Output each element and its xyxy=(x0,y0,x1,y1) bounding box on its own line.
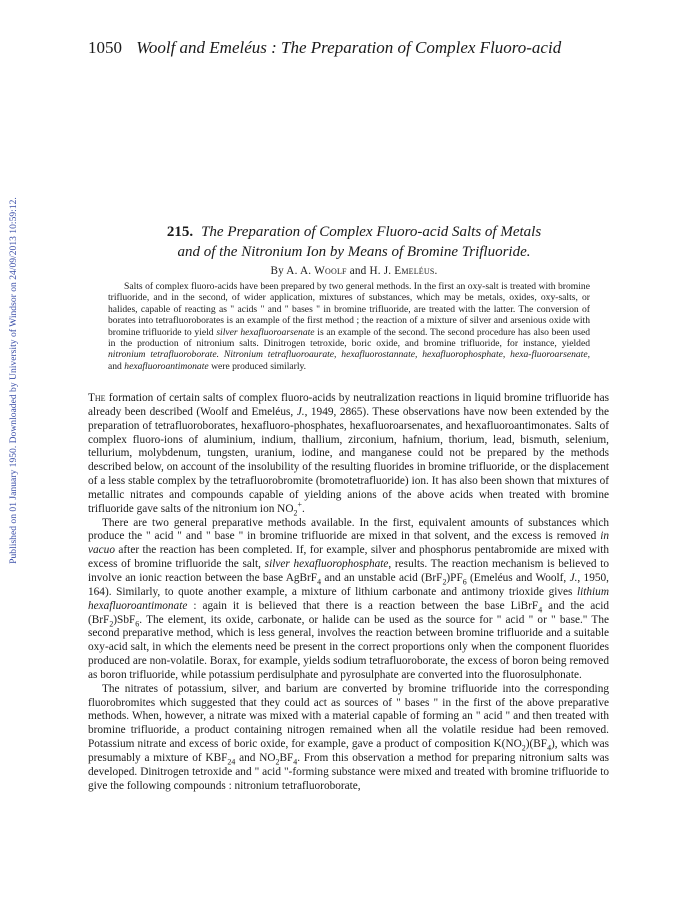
subscript: 2 xyxy=(521,743,526,753)
article-number: 215. xyxy=(166,224,194,240)
body-text: The nitrates of potassium, silver, and barium are converted by bromine trifluoride into the corresponding fluorobromites which suggested that they could act as sources of " bases " in the first of the above preparative methods. When, however, a nitrate was mixed with a material capable of forming an " acid " and then treated with bromine trifluoride, a product containing nitrogen remained when all the volatile residue had been removed. Potassium nitrate and excess of boric oxide, for example, gave a product of composition K(NO xyxy=(88,682,609,751)
abstract xyxy=(108,281,590,372)
body-text: , results. The reaction mechanism is believed to involve an ionic reaction between the base AgBrF xyxy=(88,558,609,584)
body-text: and NO xyxy=(239,751,276,764)
title-line-1 xyxy=(84,222,624,242)
body-text: There are two general preparative methods available. In the first, equivalent amounts of substances which produce the " acid " and " base " in bromine trifluoride are mixed in that solvent, and the excess is removed xyxy=(88,516,609,543)
italic-term: lithium hexafluoroantimonate xyxy=(88,585,609,612)
body-text: )(BF xyxy=(525,738,548,751)
author-1: Woolf xyxy=(314,265,347,277)
subscript: 2 xyxy=(293,508,298,517)
subscript: 4 xyxy=(293,757,298,767)
body-text: BF xyxy=(279,751,294,764)
subscript: 4 xyxy=(317,577,322,587)
subscript: 2 xyxy=(442,577,447,587)
body-text: : again it is believed that there is a reaction between the base LiBrF xyxy=(193,599,539,612)
subscript: 4 xyxy=(547,743,552,753)
byline-and: and H. J. xyxy=(349,265,392,277)
byline xyxy=(84,265,624,277)
title-line-2: and of the Nitronium Ion by Means of Bromine Trifluoride. xyxy=(177,244,531,260)
body-text: and the acid (BrF xyxy=(88,599,610,626)
byline-by: By A. A. xyxy=(270,265,312,277)
running-header xyxy=(88,38,608,58)
abstract-text: Salts of complex fluoro-acids have been prepared by two general methods. In the first an oxy-salt is treated with bromine trifluoride, and in the second, of wider application, mixtures of substances, which may be metals, oxides, oxy-salts, or halides, capable of reacting as " acids " and " bases " in bromine trifluoride, are treated with the latter. The conversion of borates into tetrafluoroborates is an example of the first method ; the reaction of a mixture of silver and arsenious oxide with bromine trifluoride to yield xyxy=(108,281,590,338)
body-text: , 1950, 164). Similarly, to quote another example, a mixture of lithium carbonate and antimony trioxide gives xyxy=(88,571,609,598)
article-title xyxy=(84,222,624,262)
journal-abbrev: J. xyxy=(569,571,578,584)
italic-term: in vacuo xyxy=(88,530,609,557)
body-text: , 1949, 2865). These observations have now been extended by the preparation of tetrafluoroborates, hexafluoro-phosphates, hexafluoroarsenates, and hexafluoroantimonates. Salts of complex fluoro-ions of aluminium, indium, thallium, zirconium, hafnium, thorium, lead, bismuth, selenium, tellurium, molybdenum, tungsten, uranium, iodine, and manganese could not be prepared by the methods described below, on account of the insolubility of the resulting fluorides in bromine trifluoride, or the displacement of a less stable complex by the tetrafluorobromite (bromotetrafluoride) ion. It has also been shown that mixtures of metallic nitrates and compounds capable of yielding anions of the above acids when treated with bromine trifluoride gave salts of the nitronium ion NO xyxy=(88,405,610,515)
journal-abbrev: J. xyxy=(296,405,305,418)
abstract-italic: silver hexafluoroarsenate xyxy=(216,326,315,338)
body-text: )SbF xyxy=(113,613,136,626)
italic-term: silver hexafluorophosphate xyxy=(264,558,389,571)
running-title: Woolf and Emeléus : The Preparation of Complex Fluoro-acid xyxy=(136,38,562,57)
body-text: . The element, its oxide, carbonate, or halide can be used as the source for " acid " or " base." The second preparative method, which is less general, involves the reaction between bromine trifluoride and a suitable oxy-acid salt, in which the elements need be present in the correct proportions only when the component fluorides produced are non-volatile. Borax, for example, yields sodium tetrafluoroborate, the excess of boron being removed as boron trifluoride, while potassium perdisulphate and pyrosulphate are converted into the fluorosulphonate. xyxy=(88,613,609,681)
download-notice xyxy=(3,150,23,610)
body-text: after the reaction has been completed. If, for example, silver and phosphorus pentabromide are mixed with excess of bromine trifluoride the salt, xyxy=(88,544,610,571)
title-text-1: The Preparation of Complex Fluoro-acid Salts of Metals xyxy=(201,224,542,240)
body-text: and an unstable acid (BrF xyxy=(324,571,443,584)
article-body xyxy=(88,392,609,793)
lead-word: The xyxy=(88,392,106,404)
subscript: 2 xyxy=(227,757,232,767)
author-2: Emeléus. xyxy=(394,265,438,277)
superscript: + xyxy=(297,499,302,509)
abstract-text: is an example of the second. The second procedure has also been used in the production of nitronium salts. Dinitrogen tetroxide, boric oxide, and bromine trifluoride, for instance, yielded xyxy=(108,326,590,350)
body-paragraph-1 xyxy=(88,392,609,517)
page-number: 1050 xyxy=(88,38,122,57)
body-text: )PF xyxy=(446,571,463,584)
subscript: 4 xyxy=(231,757,236,767)
subscript: 2 xyxy=(109,618,114,628)
body-text: ), which was presumably a mixture of KBF xyxy=(88,738,609,764)
subscript: 6 xyxy=(462,577,467,587)
body-paragraph-3 xyxy=(88,683,609,794)
abstract-italic: nitronium tetrafluoroborate. Nitronium tetrafluoroaurate, hexafluorostannate, hexafluorophosphate, hexa-fluoroarsenate, xyxy=(108,349,590,361)
body-text: . From this observation a method for preparing nitronium salts was developed. Dinitrogen tetroxide and " acid "-forming substance were mixed and treated with bromine trifluoride to give the following compounds : nitronium tetrafluoroborate, xyxy=(88,751,610,792)
body-paragraph-2 xyxy=(88,517,609,683)
subscript: 4 xyxy=(538,604,543,614)
download-notice-text: Published on 01 January 1950. Downloaded by University of Windsor on 24/09/2013 10:59:12. xyxy=(7,196,19,564)
abstract-text: and xyxy=(108,360,122,372)
abstract-italic: hexafluoroantimonate xyxy=(124,360,209,372)
punctuation: . xyxy=(301,502,305,515)
abstract-text: were produced similarly. xyxy=(211,360,307,372)
subscript: 2 xyxy=(275,757,280,767)
body-text: (Emeléus and Woolf, xyxy=(470,571,567,584)
abstract-paragraph xyxy=(108,281,590,372)
body-text: formation of certain salts of complex fluoro-acids by neutralization reactions in liquid bromine trifluoride has already been described (Woolf and Emeléus, xyxy=(88,392,609,418)
subscript: 6 xyxy=(135,618,140,628)
